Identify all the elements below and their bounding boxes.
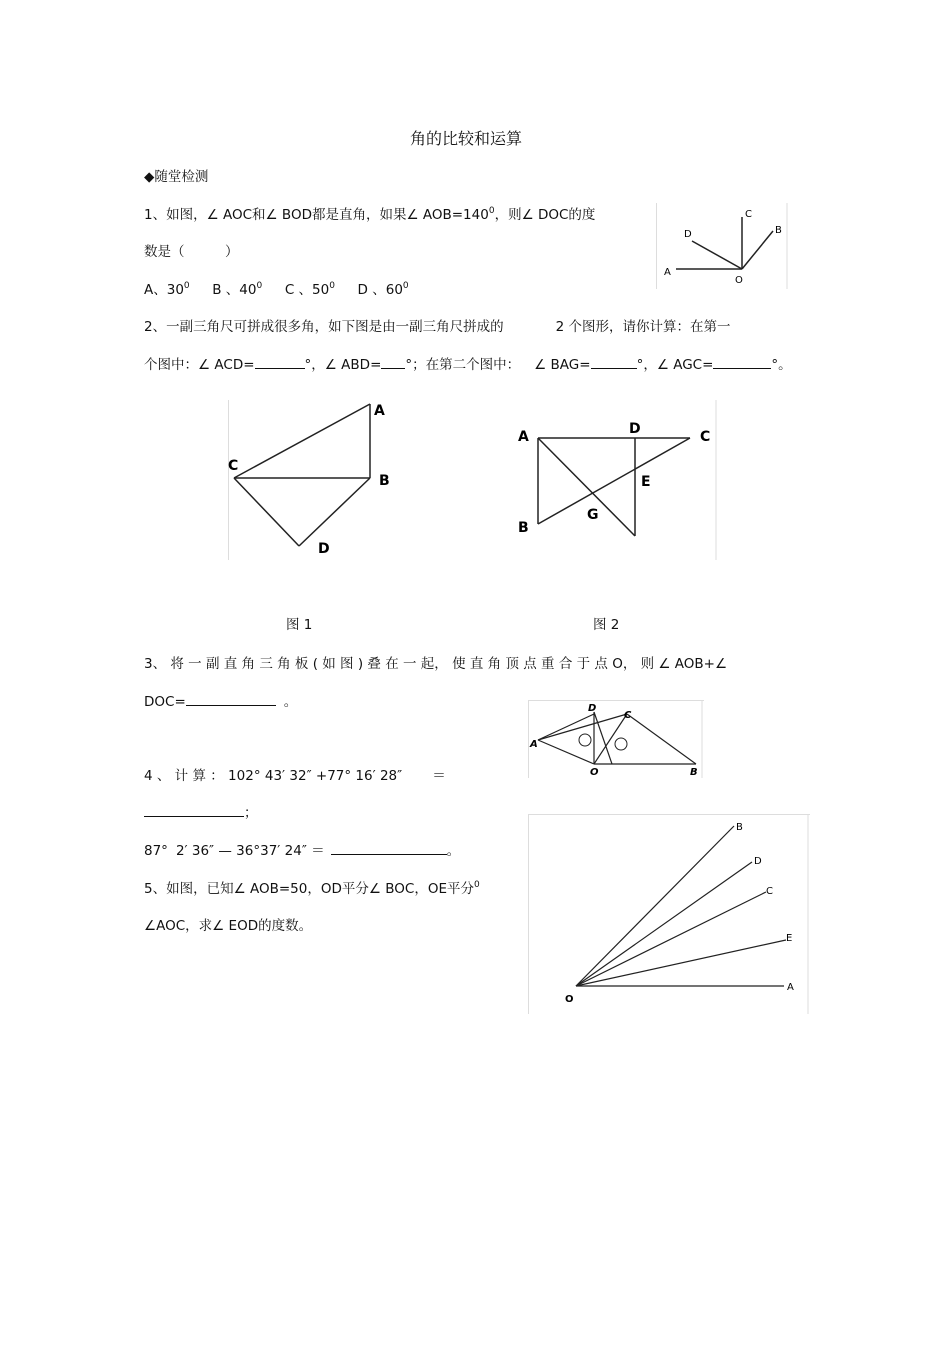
q5-text-a: 5、如图，已知∠ AOB=50，OD平分∠ BOC，OE平分 — [144, 881, 475, 897]
q1-label-b: B — [775, 225, 782, 236]
q1-text-a: 1、如图，∠ AOC和∠ BOD都是直角，如果∠ AOB=140 — [144, 207, 489, 223]
q2-f1-line-cd — [234, 478, 299, 546]
q3-doc-label: DOC= — [144, 694, 186, 710]
q1-ray-ob — [742, 231, 773, 269]
q1-line1 — [144, 203, 595, 223]
q2-f2-label-c: C — [700, 429, 711, 445]
q2-f1-line-ca — [234, 404, 370, 478]
q2-f1-label-a: A — [374, 403, 385, 419]
q1-label-o: O — [735, 275, 743, 286]
q1-option-c: C 、$50^0$ — [284, 281, 335, 298]
q3-label-d: D — [588, 703, 597, 714]
q5-figure — [528, 814, 810, 1014]
page-title: 角的比较和运算 — [410, 129, 523, 148]
q3-figure — [528, 700, 704, 778]
q4-expr-1: 4 、 计 算 ： 102° 43′ 32″ +77° 16′ 28″ — [144, 768, 403, 784]
q3-circle-right — [615, 738, 627, 750]
q2-text-b: 2 个图形，请你计算：在第一 — [555, 319, 731, 335]
q1-figure — [656, 203, 790, 289]
q2-bag-label: ∠ BAG= — [534, 357, 591, 373]
q2-acd-label: 个图中：∠ ACD= — [144, 357, 255, 373]
q4-line2 — [144, 801, 258, 821]
q2-caption-2: 图 2 — [593, 617, 620, 633]
q5-line1 — [144, 877, 480, 897]
q3-label-o: O — [590, 767, 599, 778]
q2-bag-blank[interactable] — [591, 354, 637, 369]
q2-abd-blank[interactable] — [381, 354, 405, 369]
q1-label-d: D — [684, 229, 692, 240]
q3-label-b: B — [690, 767, 698, 778]
q2-caption-1: 图 1 — [286, 617, 313, 633]
q5-label-b: B — [736, 822, 743, 833]
q1-ray-od — [692, 241, 742, 269]
q1-line2: 数是（ ） — [144, 244, 239, 260]
q2-f2-label-b: B — [518, 520, 529, 536]
q5-line2: ∠AOC，求∠ EOD的度数。 — [144, 918, 313, 934]
q5-label-a: A — [787, 982, 794, 993]
q5-ray-oc — [576, 892, 766, 986]
q2-f2-label-d: D — [629, 421, 641, 437]
q2-acd-blank[interactable] — [255, 354, 305, 369]
q4-expr-2b: 2′ 36″ — 36°37′ 24″ ＝ — [175, 843, 325, 859]
q2-line2 — [144, 353, 792, 373]
q4-end: 。 — [446, 843, 461, 859]
q4-expr-2a: 87° — [144, 843, 168, 859]
q3-line-ad-top — [538, 714, 594, 740]
q2-f1-line-db — [299, 478, 370, 546]
q4-answer-blank-2[interactable] — [331, 840, 447, 855]
q1-degree-mark: 0 — [488, 206, 495, 216]
q3-line-cb — [627, 714, 696, 764]
q3-line-oc — [594, 714, 627, 764]
q2-end: °。 — [771, 357, 792, 373]
q5-label-e: E — [786, 933, 793, 944]
q2-line1 — [144, 315, 730, 335]
q1-option-a: A、$30^0$ — [144, 281, 190, 298]
q2-f1-label-d: D — [318, 541, 330, 557]
q1-options — [144, 278, 409, 298]
q2-text-a: 2、一副三角尺可拼成很多角，如下图是由一副三角尺拼成的 — [144, 319, 504, 335]
q5-ray-od — [576, 862, 752, 986]
q2-figure-2 — [518, 421, 710, 536]
q4-answer-blank-1[interactable] — [144, 802, 244, 817]
q1-text-b: ，则∠ DOC的度 — [494, 207, 596, 223]
q5-degree-mark: 0 — [474, 880, 480, 890]
q3-label-c: C — [624, 710, 632, 721]
q4-line1 — [144, 764, 446, 784]
q3-answer-blank[interactable] — [186, 691, 276, 706]
q2-fig2-intro: °；在第二个图中： — [405, 357, 521, 373]
q1-option-b: B 、$40^0$ — [212, 281, 263, 298]
q2-f2-label-g: G — [587, 507, 599, 523]
q2-agc-label: °，∠ AGC= — [636, 357, 714, 373]
q3-label-a: A — [530, 739, 538, 750]
q4-equals-1: ＝ — [432, 768, 446, 784]
section-heading: ◆随堂检测 — [144, 169, 209, 185]
q2-f2-label-e: E — [641, 474, 651, 490]
q2-f1-label-b: B — [379, 473, 390, 489]
q4-semicolon: ； — [244, 805, 258, 821]
q5-label-c: C — [766, 886, 773, 897]
q5-ray-ob — [576, 826, 734, 986]
q2-figure-1 — [228, 403, 390, 557]
q3-line-d-diag — [594, 712, 612, 764]
q5-label-d: D — [754, 856, 762, 867]
q2-figures — [228, 398, 718, 560]
q3-line-ao — [538, 740, 594, 764]
q2-f2-label-a: A — [518, 429, 529, 445]
q1-label-a: A — [664, 267, 671, 278]
q3-line1: 3、 将 一 副 直 角 三 角 板 ( 如 图 ) 叠 在 一 起， 使 直 角 顶 点 重 合 于 点 O， 则 ∠ AOB+∠ — [144, 656, 728, 672]
q3-end: 。 — [283, 694, 298, 710]
q3-line2 — [144, 690, 297, 710]
q5-ray-oe — [576, 940, 786, 986]
q2-abd-label: °，∠ ABD= — [304, 357, 382, 373]
q4-line3 — [144, 839, 460, 859]
q1-option-d: D 、$60^0$ — [357, 281, 409, 298]
q2-f2-line-bc — [538, 438, 690, 524]
q1-label-c: C — [745, 209, 752, 220]
q2-agc-blank[interactable] — [713, 354, 771, 369]
q3-circle-left — [579, 734, 591, 746]
q3-line-ac — [538, 714, 627, 740]
q2-f1-label-c: C — [228, 458, 239, 474]
q5-label-o: O — [565, 994, 574, 1005]
